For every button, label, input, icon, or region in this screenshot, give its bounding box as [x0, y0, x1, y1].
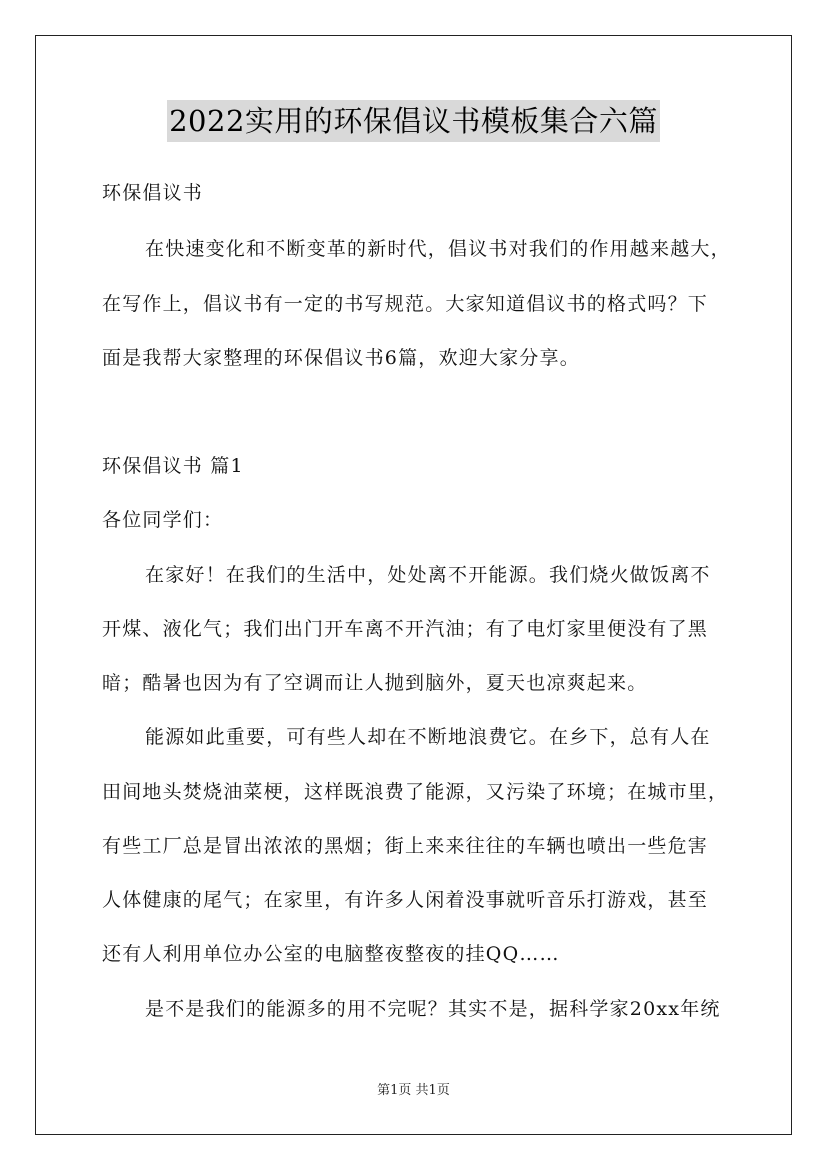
paragraph-line: 有些工厂总是冒出浓浓的黑烟；街上来来往往的车辆也喷出一些危害: [102, 835, 709, 857]
paragraph-line: 田间地头焚烧油菜梗，这样既浪费了能源，又污染了环境；在城市里，: [102, 781, 729, 803]
section-heading: 环保倡议书 篇1: [102, 455, 244, 477]
paragraph-line: 面是我帮大家整理的环保倡议书6篇，欢迎大家分享。: [102, 347, 580, 369]
title-container: [0, 100, 827, 142]
section-heading: 环保倡议书: [102, 182, 204, 204]
salutation: 各位同学们：: [102, 509, 224, 531]
paragraph-line: 是不是我们的能源多的用不完呢？其实不是，据科学家20xx年统: [145, 998, 721, 1020]
page-footer: 第1页 共1页: [377, 1083, 450, 1098]
paragraph-line: 还有人利用单位办公室的电脑整夜整夜的挂QQ……: [102, 943, 560, 965]
paragraph-line: 在家好！在我们的生活中，处处离不开能源。我们烧火做饭离不: [145, 564, 711, 586]
paragraph-line: 在快速变化和不断变革的新时代，倡议书对我们的作用越来越大，: [145, 238, 731, 260]
paragraph-line: 暗；酷暑也因为有了空调而让人抛到脑外，夏天也凉爽起来。: [102, 672, 648, 694]
paragraph-line: 能源如此重要，可有些人却在不断地浪费它。在乡下，总有人在: [145, 726, 711, 748]
document-title: 2022实用的环保倡议书模板集合六篇: [167, 100, 660, 142]
paragraph-line: 人体健康的尾气；在家里，有许多人闲着没事就听音乐打游戏，甚至: [102, 889, 709, 911]
paragraph-line: 在写作上，倡议书有一定的书写规范。大家知道倡议书的格式吗？下: [102, 293, 709, 315]
paragraph-line: 开煤、液化气；我们出门开车离不开汽油；有了电灯家里便没有了黑: [102, 618, 709, 640]
